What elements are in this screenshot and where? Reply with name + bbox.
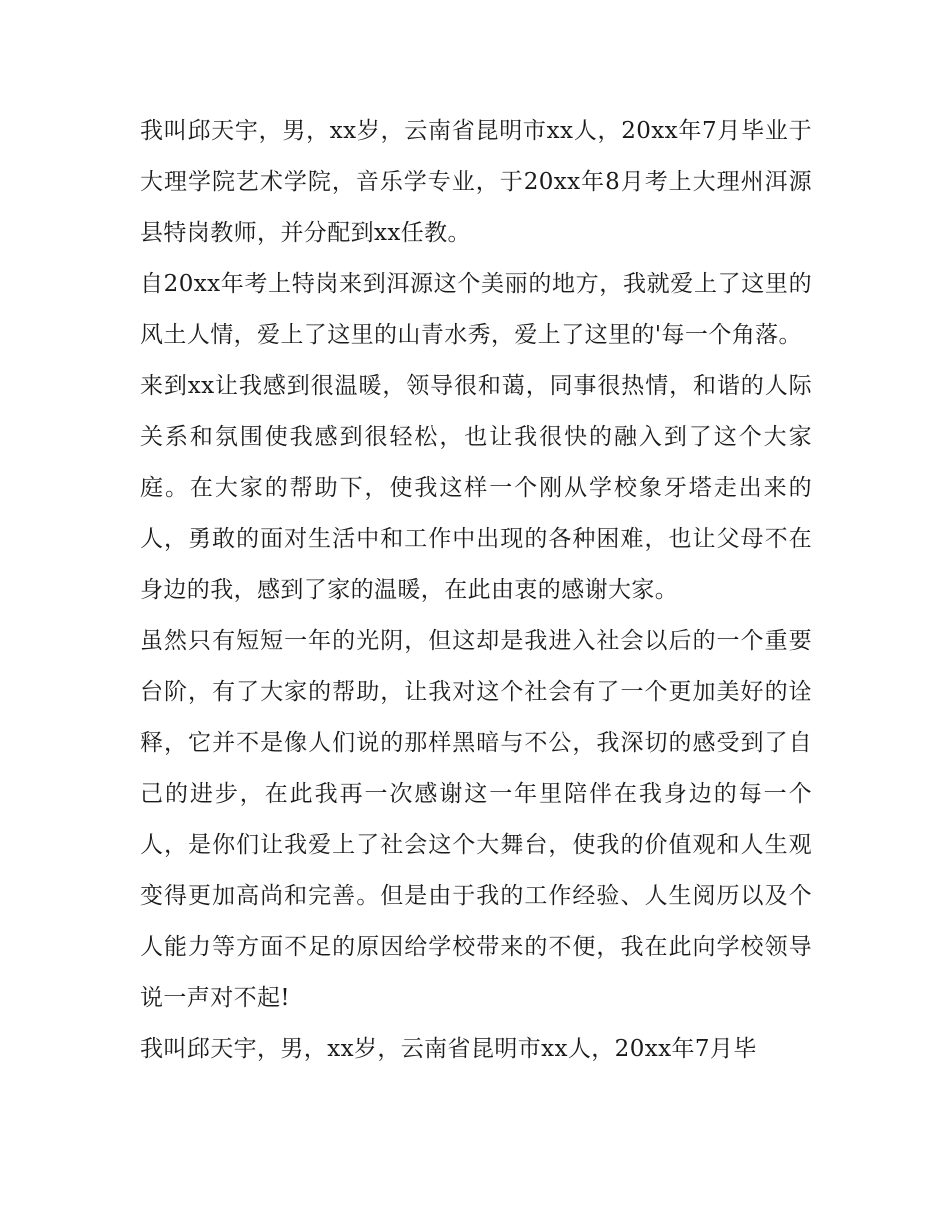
document-body	[140, 106, 812, 1075]
paragraph-2: 自20xx年考上特岗来到洱源这个美丽的地方，我就爱上了这里的风土人情，爱上了这里的山青水秀，爱上了这里的'每一个角落。	[140, 271, 812, 348]
paragraph-4: 虽然只有短短一年的光阴，但这却是我进入社会以后的一个重要台阶，有了大家的帮助，让我对这个社会有了一个更加美好的诠释，它并不是像人们说的那样黑暗与不公，我深切的感受到了自己的进步，在此我再一次感谢这一年里陪伴在我身边的每一个人，是你们让我爱上了社会这个大舞台，使我的价值观和人生观变得更加高尚和完善。但是由于我的工作经验、人生阅历以及个人能力等方面不足的原因给学校带来的不便，我在此向学校领导说一声对不起!	[140, 628, 812, 1011]
paragraph-3: 来到xx让我感到很温暖，领导很和蔼，同事很热情，和谐的人际关系和氛围使我感到很轻松，也让我很快的融入到了这个大家庭。在大家的帮助下，使我这样一个刚从学校象牙塔走出来的人，勇敢的面对生活中和工作中出现的各种困难，也让父母不在身边的我，感到了家的温暖，在此由衷的感谢大家。	[140, 373, 812, 603]
paragraph-5: 我叫邱天宇，男，xx岁，云南省昆明市xx人，20xx年7月毕	[140, 1036, 757, 1062]
paragraph-1: 我叫邱天宇，男，xx岁，云南省昆明市xx人，20xx年7月毕业于大理学院艺术学院，音乐学专业，于20xx年8月考上大理州洱源县特岗教师，并分配到xx任教。	[140, 118, 812, 246]
